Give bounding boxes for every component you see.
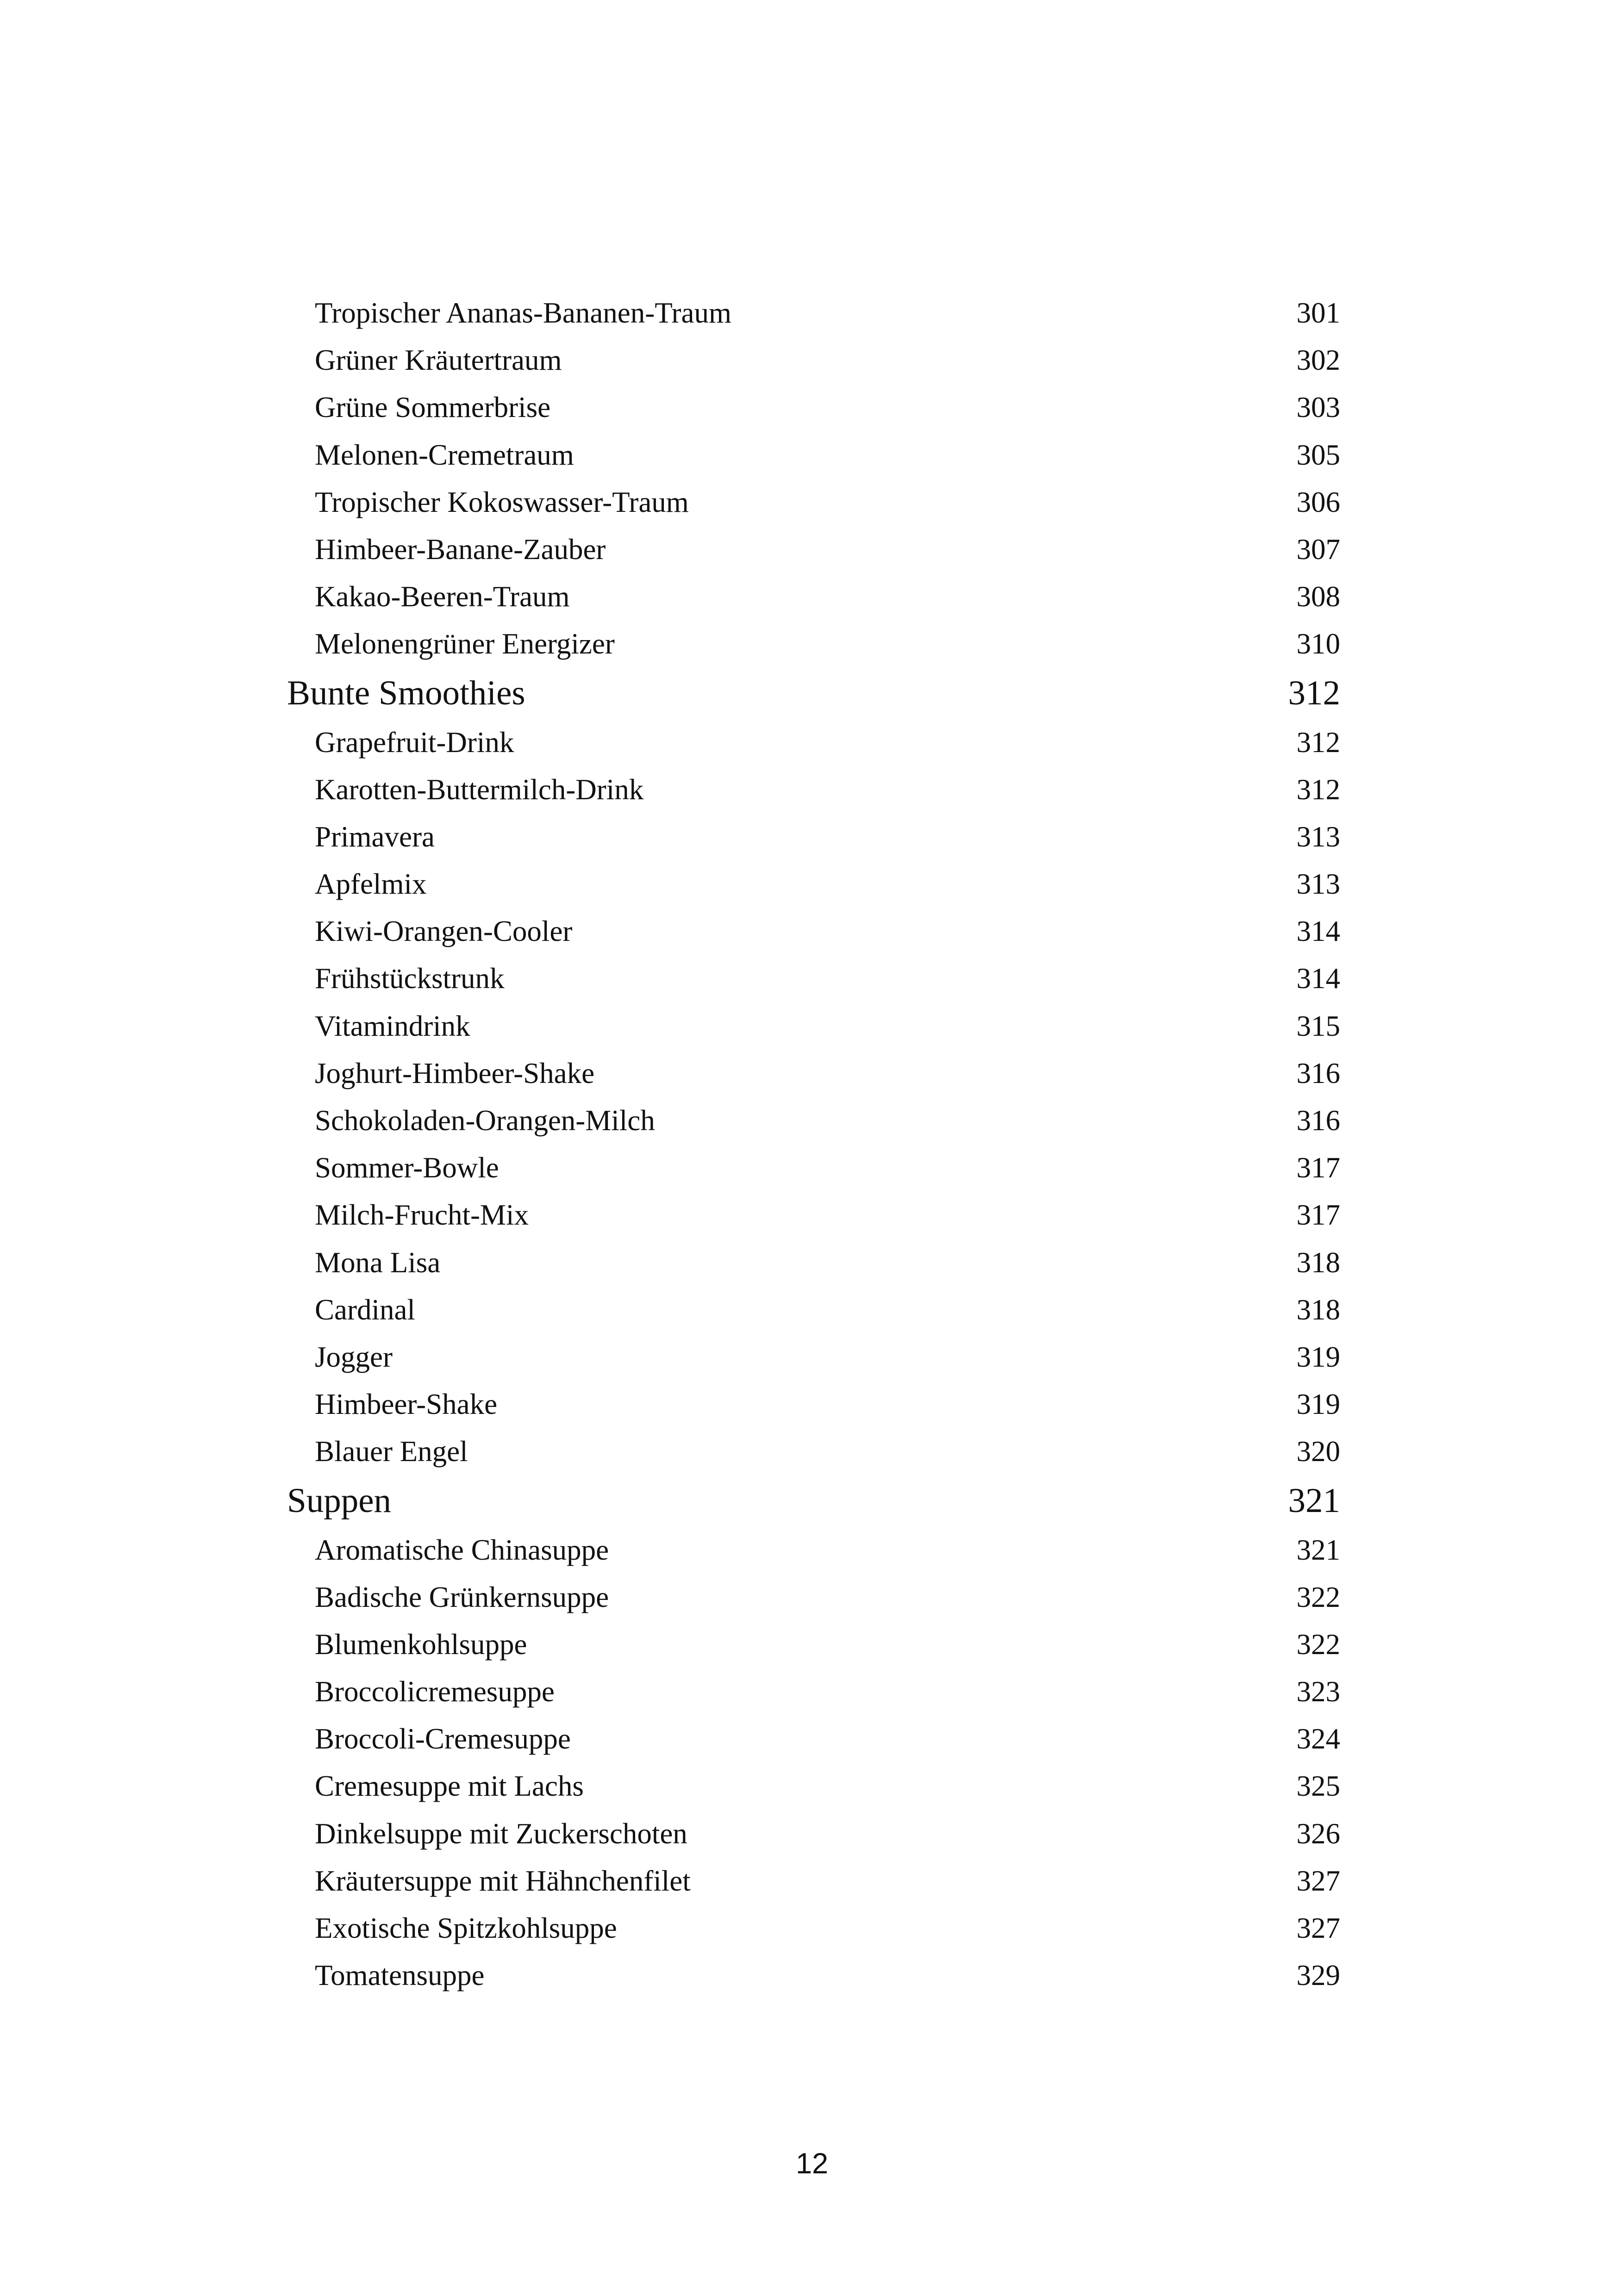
toc-entry (287, 813, 1340, 860)
entry-title: Sommer-Bowle (315, 1151, 499, 1184)
toc-entry (287, 1526, 1340, 1574)
toc-entry (287, 573, 1340, 620)
entry-page-number: 324 (1296, 1723, 1340, 1755)
entry-title: Milch-Frucht-Mix (315, 1199, 529, 1232)
entry-title: Cardinal (315, 1293, 415, 1326)
table-of-contents (287, 289, 1340, 1999)
toc-section-heading (287, 1475, 1340, 1526)
entry-page-number: 318 (1296, 1293, 1340, 1326)
entry-page-number: 312 (1296, 773, 1340, 806)
toc-entry (287, 1097, 1340, 1144)
toc-entry (287, 1574, 1340, 1621)
entry-page-number: 319 (1296, 1340, 1340, 1373)
toc-entry (287, 1333, 1340, 1381)
entry-page-number: 317 (1296, 1199, 1340, 1232)
entry-page-number: 302 (1296, 344, 1340, 377)
toc-entry (287, 1002, 1340, 1050)
entry-page-number: 303 (1296, 391, 1340, 424)
entry-title: Mona Lisa (315, 1246, 441, 1279)
entry-title: Karotten-Buttermilch-Drink (315, 773, 644, 806)
toc-entry (287, 1668, 1340, 1715)
page-number: 12 (795, 2147, 829, 2180)
section-page-number: 312 (1288, 673, 1340, 712)
toc-entry (287, 1191, 1340, 1238)
toc-entry (287, 384, 1340, 431)
toc-entry (287, 526, 1340, 573)
entry-page-number: 314 (1296, 915, 1340, 948)
toc-entry (287, 1810, 1340, 1857)
entry-page-number: 322 (1296, 1628, 1340, 1661)
entry-title: Melonen-Cremetraum (315, 438, 574, 471)
entry-title: Blauer Engel (315, 1435, 468, 1468)
entry-title: Kakao-Beeren-Traum (315, 580, 570, 613)
entry-title: Cremesuppe mit Lachs (315, 1770, 584, 1803)
entry-page-number: 313 (1296, 820, 1340, 853)
toc-entry (287, 766, 1340, 813)
entry-page-number: 318 (1296, 1246, 1340, 1279)
toc-section-heading (287, 668, 1340, 719)
entry-title: Joghurt-Himbeer-Shake (315, 1057, 595, 1089)
entry-title: Kiwi-Orangen-Cooler (315, 915, 573, 948)
toc-entry (287, 1144, 1340, 1191)
toc-entry (287, 1050, 1340, 1097)
entry-page-number: 329 (1296, 1959, 1340, 1992)
entry-page-number: 315 (1296, 1009, 1340, 1042)
entry-title: Apfelmix (315, 868, 427, 901)
toc-entry (287, 860, 1340, 908)
entry-title: Kräutersuppe mit Hähnchenfilet (315, 1864, 691, 1897)
entry-title: Tropischer Ananas-Bananen-Traum (315, 297, 731, 329)
entry-title: Vitamindrink (315, 1009, 470, 1042)
toc-entry (287, 1762, 1340, 1810)
toc-entry (287, 1715, 1340, 1762)
entry-title: Blumenkohlsuppe (315, 1628, 527, 1661)
entry-page-number: 312 (1296, 726, 1340, 759)
toc-entry (287, 1239, 1340, 1286)
entry-title: Schokoladen-Orangen-Milch (315, 1104, 655, 1137)
toc-entry (287, 1952, 1340, 1999)
entry-title: Exotische Spitzkohlsuppe (315, 1912, 617, 1944)
entry-title: Badische Grünkernsuppe (315, 1580, 609, 1613)
toc-entry (287, 289, 1340, 336)
toc-entry (287, 955, 1340, 1002)
entry-page-number: 310 (1296, 628, 1340, 660)
section-title: Suppen (287, 1481, 391, 1520)
entry-page-number: 320 (1296, 1435, 1340, 1468)
toc-entry (287, 431, 1340, 479)
toc-entry (287, 1381, 1340, 1428)
entry-title: Melonengrüner Energizer (315, 628, 615, 660)
toc-entry (287, 1428, 1340, 1475)
entry-page-number: 319 (1296, 1388, 1340, 1421)
entry-title: Tomatensuppe (315, 1959, 485, 1992)
entry-page-number: 308 (1296, 580, 1340, 613)
entry-page-number: 327 (1296, 1912, 1340, 1944)
entry-title: Broccoli-Cremesuppe (315, 1723, 571, 1755)
entry-title: Jogger (315, 1340, 393, 1373)
entry-title: Frühstückstrunk (315, 962, 505, 995)
entry-title: Grapefruit-Drink (315, 726, 514, 759)
entry-title: Broccolicremesuppe (315, 1675, 555, 1708)
entry-title: Aromatische Chinasuppe (315, 1533, 609, 1566)
toc-entry (287, 719, 1340, 766)
entry-title: Dinkelsuppe mit Zuckerschoten (315, 1817, 687, 1850)
entry-title: Primavera (315, 820, 435, 853)
entry-page-number: 305 (1296, 438, 1340, 471)
entry-page-number: 322 (1296, 1580, 1340, 1613)
toc-entry (287, 908, 1340, 955)
entry-page-number: 326 (1296, 1817, 1340, 1850)
entry-page-number: 317 (1296, 1151, 1340, 1184)
section-title: Bunte Smoothies (287, 673, 525, 712)
entry-page-number: 307 (1296, 533, 1340, 566)
toc-entry (287, 1857, 1340, 1904)
entry-page-number: 313 (1296, 868, 1340, 901)
entry-title: Himbeer-Shake (315, 1388, 498, 1421)
entry-title: Grüne Sommerbrise (315, 391, 551, 424)
entry-page-number: 314 (1296, 962, 1340, 995)
entry-page-number: 325 (1296, 1770, 1340, 1803)
entry-title: Tropischer Kokoswasser-Traum (315, 485, 689, 518)
entry-page-number: 327 (1296, 1864, 1340, 1897)
toc-entry (287, 1621, 1340, 1668)
toc-entry (287, 336, 1340, 384)
entry-title: Grüner Kräutertraum (315, 344, 562, 377)
toc-entry (287, 620, 1340, 667)
entry-page-number: 316 (1296, 1104, 1340, 1137)
entry-page-number: 306 (1296, 485, 1340, 518)
section-page-number: 321 (1288, 1481, 1340, 1520)
entry-title: Himbeer-Banane-Zauber (315, 533, 606, 566)
entry-page-number: 301 (1296, 297, 1340, 329)
toc-entry (287, 1904, 1340, 1952)
entry-page-number: 316 (1296, 1057, 1340, 1089)
toc-entry (287, 1286, 1340, 1333)
toc-entry (287, 479, 1340, 526)
entry-page-number: 323 (1296, 1675, 1340, 1708)
entry-page-number: 321 (1296, 1533, 1340, 1566)
